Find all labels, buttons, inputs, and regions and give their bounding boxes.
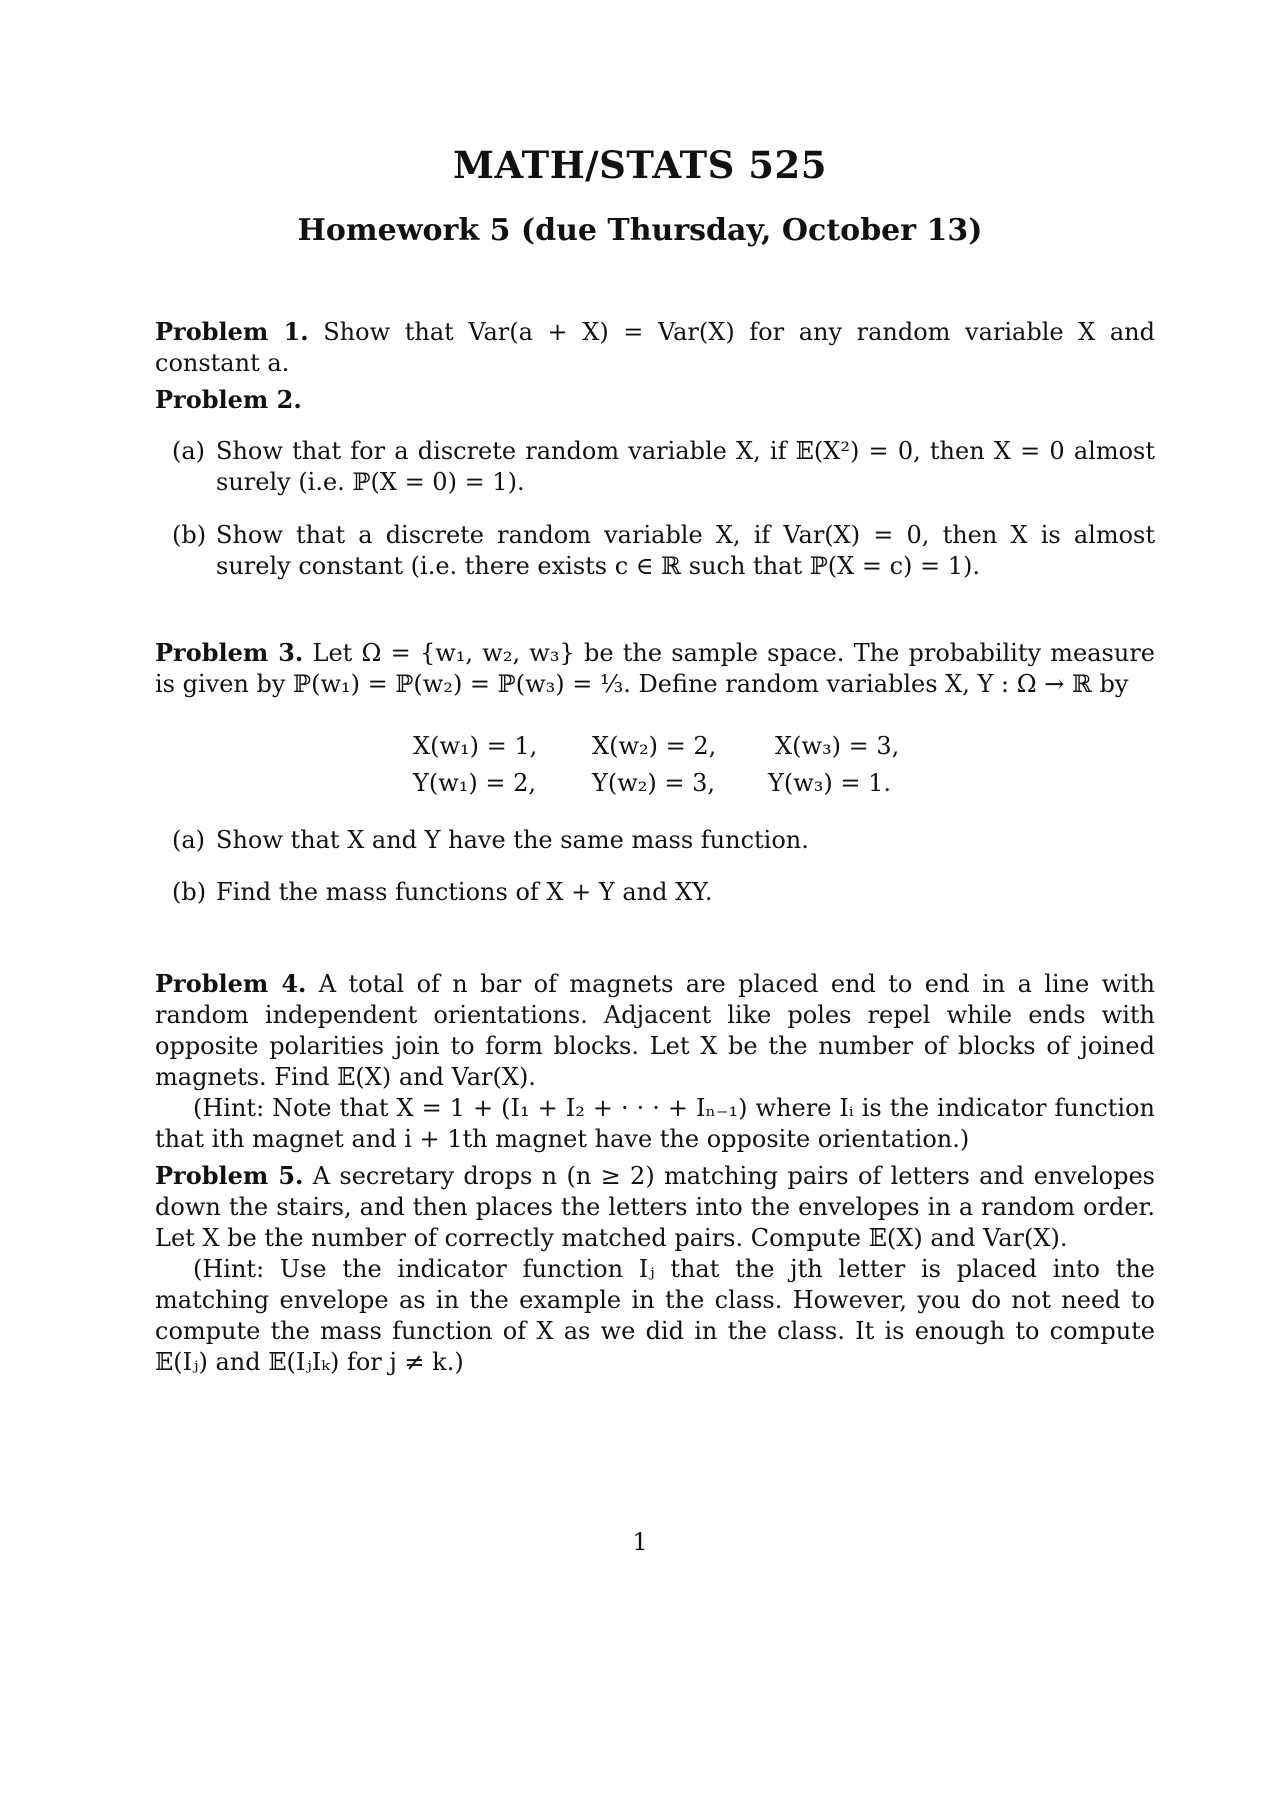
problem-4 (155, 968, 1155, 1155)
problem-3-text: Let Ω = {w₁, w₂, w₃} be the sample space. The probability measure is given by ℙ(w₁) = ℙ(w₂) = ℙ(w₃) = ⅓. Define random variables X, Y : Ω → ℝ by (155, 639, 1156, 698)
problem-3-label: Problem 3. (155, 638, 304, 667)
problem-3a-text: Show that X and Y have the same mass function. (216, 826, 809, 854)
page-number: 1 (632, 1528, 648, 1556)
problem-3b (172, 877, 1155, 908)
problem-2-label: Problem 2. (155, 385, 302, 414)
problem-4-text: A total of n bar of magnets are placed end to end in a line with random independent orientations. Adjacent like poles repel while ends with opposite polarities join to form blocks. Let X be the number of blocks of joined magnets. Find 𝔼(X) and Var(X). (155, 970, 1155, 1091)
problem-3b-label: (b) (172, 878, 207, 906)
problem-3b-text: Find the mass functions of X + Y and XY. (216, 878, 713, 906)
eq-y-w2: Y(w₂) = 3, (592, 769, 715, 797)
problem-3a-label: (a) (172, 826, 206, 854)
problem-2b (172, 520, 1155, 582)
course-title: MATH/STATS 525 (453, 143, 827, 187)
problem-2b-label: (b) (172, 521, 207, 549)
eq-y-w3: Y(w₃) = 1. (768, 769, 891, 797)
assignment-title: Homework 5 (due Thursday, October 13) (297, 213, 983, 248)
problem-4-hint: (Hint: Note that X = 1 + (I₁ + I₂ + · · · + Iₙ₋₁) where Iᵢ is the indicator function that ith magnet and i + 1th magnet have the opposite orientation.) (155, 1094, 1155, 1153)
eq-x-w3: X(w₃) = 3, (775, 732, 900, 760)
problem-3a (172, 825, 1155, 856)
problem-4-label: Problem 4. (155, 969, 307, 998)
problem-2a (172, 436, 1155, 498)
eq-x-w2: X(w₂) = 2, (592, 732, 717, 760)
eq-y-w1: Y(w₁) = 2, (413, 769, 536, 797)
problem-5 (155, 1160, 1155, 1378)
problem-2 (155, 384, 1155, 416)
problem-5-hint: (Hint: Use the indicator function Iⱼ that the jth letter is placed into the matching envelope as in the example in the class. However, you do not need to compute the mass function of X as we did in the class. It is enough to compute 𝔼(Iⱼ) and 𝔼(IⱼIₖ) for j ≠ k.) (155, 1255, 1155, 1376)
problem-1-text: Show that Var(a + X) = Var(X) for any random variable X and constant a. (155, 318, 1155, 377)
problem-5-text: A secretary drops n (n ≥ 2) matching pairs of letters and envelopes down the stairs, and then places the letters into the envelopes in a random order. Let X be the number of correctly matched pairs. Compute 𝔼(X) and Var(X). (155, 1162, 1156, 1252)
problem-2a-text: Show that for a discrete random variable X, if 𝔼(X²) = 0, then X = 0 almost surely (i.e. ℙ(X = 0) = 1). (216, 437, 1155, 496)
problem-1 (155, 316, 1155, 379)
eq-x-w1: X(w₁) = 1, (413, 732, 538, 760)
problem-1-label: Problem 1. (155, 317, 309, 346)
problem-3 (155, 637, 1155, 700)
problem-2b-text: Show that a discrete random variable X, if Var(X) = 0, then X is almost surely constant (i.e. there exists c ∈ ℝ such that ℙ(X = c) = 1). (216, 521, 1155, 580)
problem-5-label: Problem 5. (155, 1161, 304, 1190)
problem-2a-label: (a) (172, 437, 206, 465)
